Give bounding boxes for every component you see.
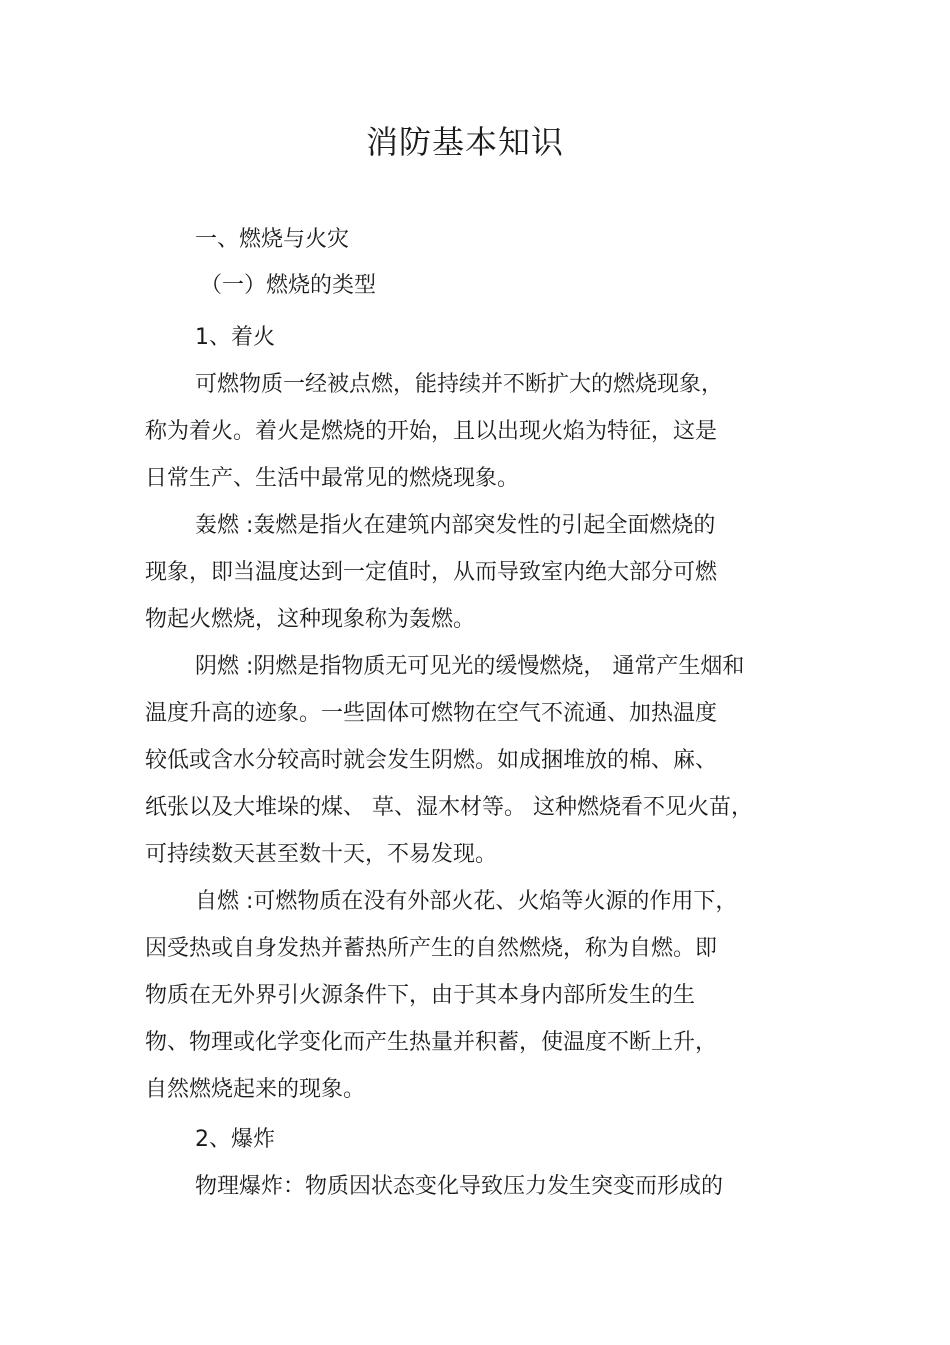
paragraph-line: 物理爆炸：物质因状态变化导致压力发生突变而形成的 (195, 1174, 724, 1199)
paragraph-line: 因受热或自身发热并蓄热所产生的自然燃烧，称为自燃。即 (145, 936, 718, 961)
paragraph-line: 轰燃 :轰燃是指火在建筑内部突发性的引起全面燃烧的 (195, 513, 716, 538)
paragraph-line: 物质在无外界引火源条件下，由于其本身内部所发生的生 (145, 983, 696, 1008)
paragraph-line: 纸张以及大堆垛的煤、 草、湿木材等。 这种燃烧看不见火苗， (145, 795, 753, 820)
paragraph-line: 自然燃烧起来的现象。 (145, 1077, 366, 1102)
paragraph-line: 物起火燃烧，这种现象称为轰燃。 (145, 607, 476, 632)
paragraph-line: 较低或含水分较高时就会发生阴燃。如成捆堆放的棉、麻、 (145, 748, 718, 773)
paragraph-line: 温度升高的迹象。一些固体可燃物在空气不流通、加热温度 (145, 701, 718, 726)
paragraph-line: 物、物理或化学变化而产生热量并积蓄，使温度不断上升， (145, 1030, 718, 1055)
paragraph-line: 日常生产、生活中最常见的燃烧现象。 (145, 466, 520, 491)
document-title: 消防基本知识 (365, 123, 564, 161)
item-heading: 1、着火 (195, 325, 275, 350)
paragraph-line: 称为着火。着火是燃烧的开始，且以出现火焰为特征，这是 (145, 419, 718, 444)
paragraph-line: 阴燃 :阴燃是指物质无可见光的缓慢燃烧， 通常产生烟和 (195, 654, 745, 679)
section-heading: 一、燃烧与火灾 (195, 227, 350, 252)
item-heading: 2、爆炸 (195, 1127, 275, 1152)
paragraph-line: 可持续数天甚至数十天，不易发现。 (145, 842, 498, 867)
paragraph-line: 可燃物质一经被点燃，能持续并不断扩大的燃烧现象， (195, 372, 724, 397)
paragraph-line: 现象，即当温度达到一定值时，从而导致室内绝大部分可燃 (145, 560, 718, 585)
paragraph-line: 自燃 :可燃物质在没有外部火花、火焰等火源的作用下， (195, 889, 738, 914)
subsection-heading: （一）燃烧的类型 (200, 273, 377, 298)
